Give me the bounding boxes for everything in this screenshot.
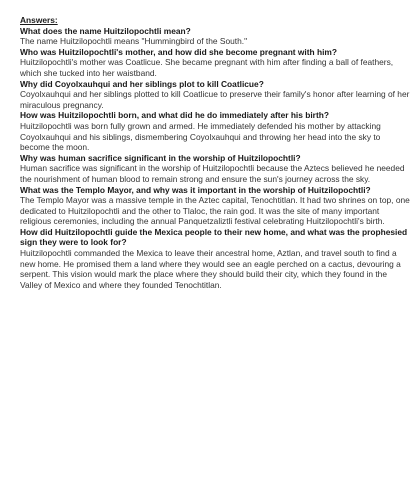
qa-item xyxy=(20,227,410,291)
answers-heading: Answers: xyxy=(20,15,58,25)
qa-item xyxy=(20,79,410,111)
answer-text: Coyolxauhqui and her siblings plotted to kill Coatlicue to preserve their family's honor after learning of her miraculous pregnancy. xyxy=(20,89,410,110)
answer-text: Human sacrifice was significant in the worship of Huitzilopochtli because the Aztecs believed he needed the nourishment of human blood to remain strong and ensure the sun's journey across the sky. xyxy=(20,163,405,184)
qa-item xyxy=(20,110,410,152)
qa-item xyxy=(20,153,410,185)
question-text: How did Huitzilopochtli guide the Mexica people to their new home, and what was the prophesied sign they were to look for? xyxy=(20,226,408,248)
question-text: What does the name Huitzilopochtli mean? xyxy=(20,25,191,36)
answer-text: Huitzilopochtli's mother was Coatlicue. She became pregnant with him after finding a ball of feathers, which she tucked into her waistband. xyxy=(20,57,394,78)
qa-item xyxy=(20,185,410,227)
answer-text: Huitzilopochtli was born fully grown and armed. He immediately defended his mother by attacking Coyolxauhqui and his siblings, dismembering Coyolxauhqui and throwing her head into the sky to become the moon. xyxy=(20,120,381,153)
question-text: Why did Coyolxauhqui and her siblings plot to kill Coatlicue? xyxy=(20,78,264,89)
question-text: Who was Huitzilopochtli's mother, and how did she become pregnant with him? xyxy=(20,46,337,57)
question-text: Why was human sacrifice significant in the worship of Huitzilopochtli? xyxy=(20,152,301,163)
qa-item xyxy=(20,26,410,47)
qa-item xyxy=(20,47,410,79)
question-text: How was Huitzilopochtli born, and what did he do immediately after his birth? xyxy=(20,110,329,121)
answers-document xyxy=(20,15,410,290)
question-text: What was the Templo Mayor, and why was it important in the worship of Huitzilopochtli? xyxy=(20,184,371,195)
answer-text: Huitzilopochtli commanded the Mexica to leave their ancestral home, Aztlan, and travel south to find a new home. He promised them a land where they would see an eagle perched on a cactus, devouring a serpent. This vision would mark the place where they should build their city, which they found in the Valley of Mexico and where they founded Tenochtitlan. xyxy=(20,248,401,290)
answer-text: The Templo Mayor was a massive temple in the Aztec capital, Tenochtitlan. It had two shrines on top, one dedicated to Huitzilopochtli and the other to Tlaloc, the rain god. It was the site of many important religious ceremonies, including the annual Panquetzaliztli festival celebrating Huitzilopochtli's birth. xyxy=(20,195,410,227)
answer-text: The name Huitzilopochtli means "Hummingbird of the South." xyxy=(20,36,248,47)
